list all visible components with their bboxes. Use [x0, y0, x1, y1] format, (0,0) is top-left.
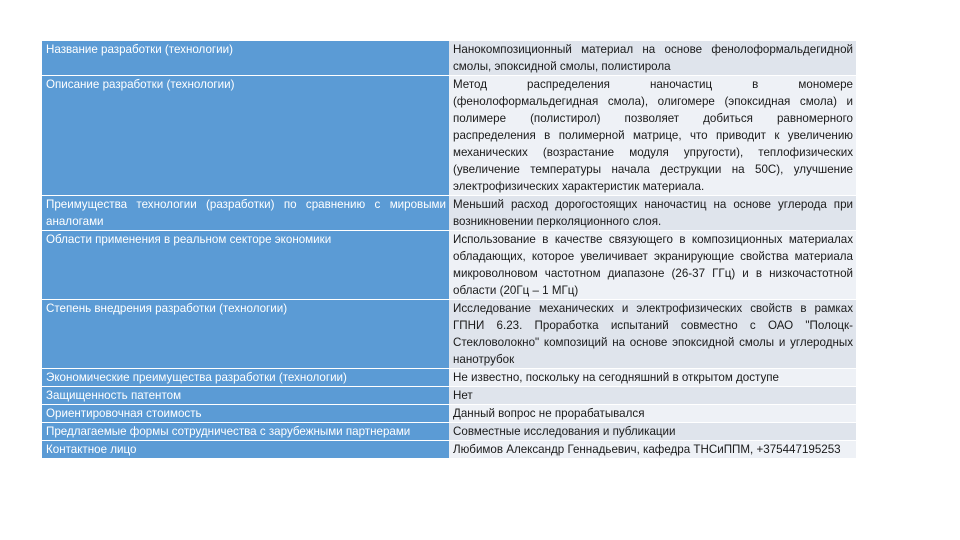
row-label: Преимущества технологии (разработки) по сравнению с мировыми аналогами: [42, 196, 449, 231]
table-row: [42, 405, 856, 423]
row-label: Экономические преимущества разработки (технологии): [42, 369, 449, 387]
row-label: Предлагаемые формы сотрудничества с зарубежными партнерами: [42, 423, 449, 441]
table-row: [42, 76, 856, 196]
row-value: Любимов Александр Геннадьевич, кафедра ТНСиППМ, +375447195253: [449, 441, 856, 459]
row-value: Данный вопрос не прорабатывался: [449, 405, 856, 423]
row-value: Не известно, поскольку на сегодняшний в открытом доступе: [449, 369, 856, 387]
table-row: [42, 387, 856, 405]
row-label: Защищенность патентом: [42, 387, 449, 405]
info-table: [42, 41, 856, 459]
row-value: Нанокомпозиционный материал на основе фенолоформальдегидной смолы, эпоксидной смолы, полистирола: [449, 41, 856, 76]
row-label: Название разработки (технологии): [42, 41, 449, 76]
row-label: Контактное лицо: [42, 441, 449, 459]
row-value: Метод распределения наночастиц в мономере (фенолоформальдегидная смола), олигомере (эпоксидная смола) и полимере (полистирол) позволяет добиться равномерного распределения в полимерной матрице, что приводит к увеличению механических (возрастание модуля упругости), теплофизических (увеличение температуры начала деструкции на 50С), улучшение электрофизических характеристик материала.: [449, 76, 856, 196]
row-label: Ориентировочная стоимость: [42, 405, 449, 423]
row-value: Использование в качестве связующего в композиционных материалах обладающих, которое увеличивает экранирующие свойства материала микроволновом частотном диапазоне (26-37 ГГц) и в низкочастотной области (20Гц – 1 МГц): [449, 231, 856, 300]
row-label: Описание разработки (технологии): [42, 76, 449, 196]
row-value: Исследование механических и электрофизических свойств в рамках ГПНИ 6.23. Проработка испытаний совместно с ОАО "Полоцк-Стекловолокно" композиций на основе эпоксидной смолы и углеродных нанотрубок: [449, 300, 856, 369]
table-row: [42, 441, 856, 459]
table-row: [42, 369, 856, 387]
row-label: Области применения в реальном секторе экономики: [42, 231, 449, 300]
table-row: [42, 196, 856, 231]
table-row: [42, 41, 856, 76]
table-row: [42, 300, 856, 369]
row-value: Меньший расход дорогостоящих наночастиц на основе углерода при возникновении перколяционного слоя.: [449, 196, 856, 231]
row-value: Нет: [449, 387, 856, 405]
table-row: [42, 231, 856, 300]
row-value: Совместные исследования и публикации: [449, 423, 856, 441]
row-label: Степень внедрения разработки (технологии): [42, 300, 449, 369]
table-row: [42, 423, 856, 441]
